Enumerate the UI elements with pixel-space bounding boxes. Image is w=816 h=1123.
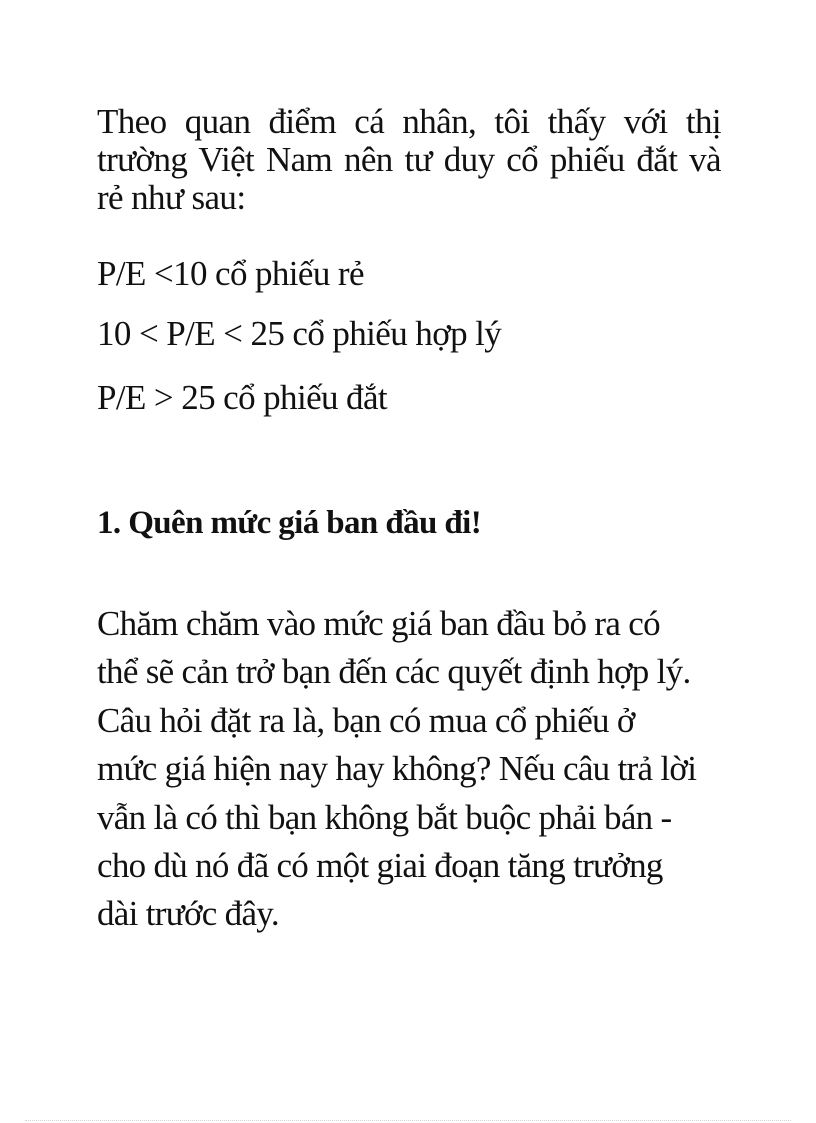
- pe-rule-reasonable: 10 < P/E < 25 cổ phiếu hợp lý: [97, 314, 502, 353]
- pe-rule-cheap: P/E <10 cổ phiếu rẻ: [97, 254, 364, 293]
- body-paragraph: [97, 600, 696, 939]
- page-bottom-divider: [25, 1120, 791, 1121]
- body-line-6: cho dù nó đã có một giai đoạn tăng trưởng: [97, 846, 663, 886]
- intro-line-2: trường Việt Nam nên tư duy cổ phiếu đắt và: [97, 140, 721, 179]
- intro-line-1: Theo quan điểm cá nhân, tôi thấy với thị: [97, 102, 721, 141]
- body-line-4: mức giá hiện nay hay không? Nếu câu trả lời: [97, 749, 697, 789]
- body-line-2: thể sẽ cản trở bạn đến các quyết định hợp lý.: [97, 652, 691, 692]
- body-line-3: Câu hỏi đặt ra là, bạn có mua cổ phiếu ở: [97, 700, 635, 740]
- body-line-7: dài trước đây.: [97, 894, 279, 934]
- pe-rule-expensive: P/E > 25 cổ phiếu đắt: [97, 378, 388, 417]
- intro-line-3: rẻ như sau:: [97, 178, 246, 217]
- intro-paragraph: [97, 103, 721, 217]
- body-line-5: vẫn là có thì bạn không bắt buộc phải bán -: [97, 797, 672, 837]
- section-heading: 1. Quên mức giá ban đầu đi!: [97, 505, 482, 541]
- body-line-1: Chăm chăm vào mức giá ban đầu bỏ ra có: [97, 604, 660, 643]
